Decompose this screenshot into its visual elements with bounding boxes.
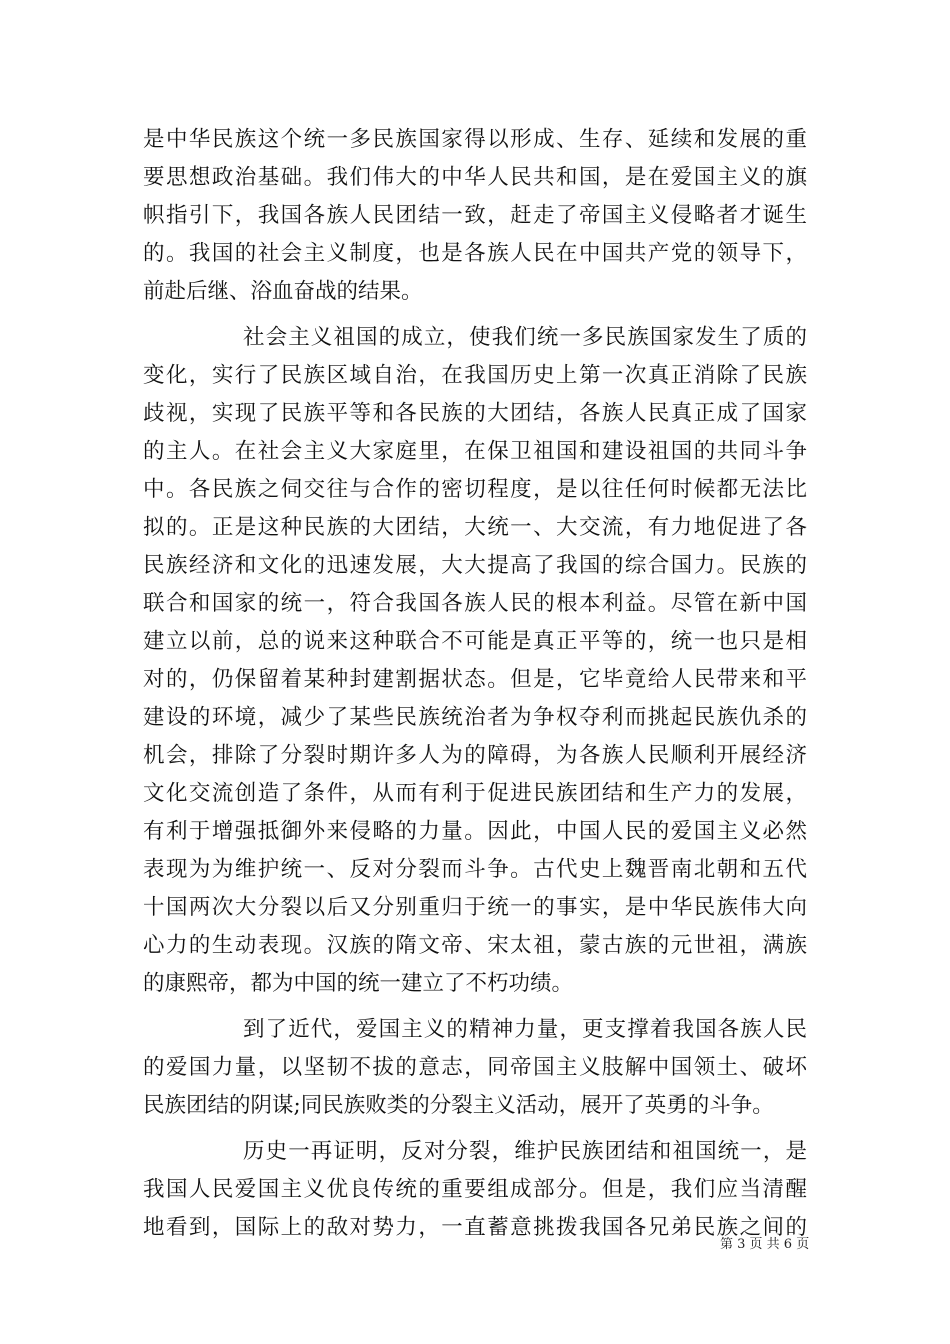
- text-line: 社会主义祖国的成立，使我们统一多民族国家发生了质的: [243, 325, 807, 350]
- paragraph-gap: [143, 311, 807, 319]
- text-line: 文化交流创造了条件，从而有利于促进民族团结和生产力的发展，: [143, 781, 807, 806]
- text-line: 变化，实行了民族区域自治，在我国历史上第一次真正消除了民族: [143, 363, 807, 388]
- text-line: 的康熙帝，都为中国的统一建立了不朽功绩。: [143, 971, 574, 996]
- text-line: 历史一再证明，反对分裂，维护民族团结和祖国统一，是: [243, 1139, 807, 1164]
- text-line: 心力的生动表现。汉族的隋文帝、宋太祖，蒙古族的元世祖，满族: [143, 933, 807, 958]
- text-line: 有利于增强抵御外来侵略的力量。因此，中国人民的爱国主义必然: [143, 819, 807, 844]
- text-line: 帜指引下，我国各族人民团结一致，赶走了帝国主义侵略者才诞生: [143, 203, 807, 228]
- paragraph-gap: [143, 1125, 807, 1133]
- paragraph: [143, 121, 807, 311]
- text-line: 民族经济和文化的迅速发展，大大提高了我国的综合国力。民族的: [143, 553, 807, 578]
- body-text: [143, 121, 807, 1247]
- paragraph: [143, 319, 807, 1003]
- paragraph: [143, 1011, 807, 1125]
- text-line: 拟的。正是这种民族的大团结，大统一、大交流，有力地促进了各: [143, 515, 807, 540]
- text-line: 联合和国家的统一，符合我国各族人民的根本利益。尽管在新中国: [143, 591, 807, 616]
- text-line: 到了近代，爱国主义的精神力量，更支撑着我国各族人民: [243, 1017, 807, 1042]
- text-line: 的爱国力量，以坚韧不拔的意志，同帝国主义肢解中国领土、破坏: [143, 1055, 807, 1080]
- paragraph: [143, 1133, 807, 1247]
- text-line: 的。我国的社会主义制度，也是各族人民在中国共产党的领导下，: [143, 241, 807, 266]
- text-line: 地看到，国际上的敌对势力，一直蓄意挑拨我国各兄弟民族之间的: [143, 1215, 807, 1240]
- paragraph-gap: [143, 1003, 807, 1011]
- text-line: 民族团结的阴谋;同民族败类的分裂主义活动，展开了英勇的斗争。: [143, 1093, 774, 1118]
- text-line: 建设的环境，减少了某些民族统治者为争权夺利而挑起民族仇杀的: [143, 705, 807, 730]
- text-line: 的主人。在社会主义大家庭里，在保卫祖国和建设祖国的共同斗争: [143, 439, 807, 464]
- text-line: 表现为为维护统一、反对分裂而斗争。古代史上魏晋南北朝和五代: [143, 857, 807, 882]
- text-line: 建立以前，总的说来这种联合不可能是真正平等的，统一也只是相: [143, 629, 807, 654]
- text-line: 十国两次大分裂以后又分别重归于统一的事实，是中华民族伟大向: [143, 895, 807, 920]
- page-number: 第 3 页 共 6 页: [720, 1237, 810, 1252]
- text-line: 我国人民爱国主义优良传统的重要组成部分。但是，我们应当清醒: [143, 1177, 807, 1202]
- text-line: 对的，仍保留着某种封建割据状态。但是，它毕竟给人民带来和平: [143, 667, 807, 692]
- text-line: 机会，排除了分裂时期许多人为的障碍，为各族人民顺利开展经济: [143, 743, 807, 768]
- text-line: 前赴后继、浴血奋战的结果。: [143, 279, 423, 304]
- text-line: 歧视，实现了民族平等和各民族的大团结，各族人民真正成了国家: [143, 401, 807, 426]
- text-line: 中。各民族之伺交往与合作的密切程度，是以往任何时候都无法比: [143, 477, 807, 502]
- text-line: 是中华民族这个统一多民族国家得以形成、生存、延续和发展的重: [143, 127, 807, 152]
- text-line: 要思想政治基础。我们伟大的中华人民共和国，是在爱国主义的旗: [143, 165, 807, 190]
